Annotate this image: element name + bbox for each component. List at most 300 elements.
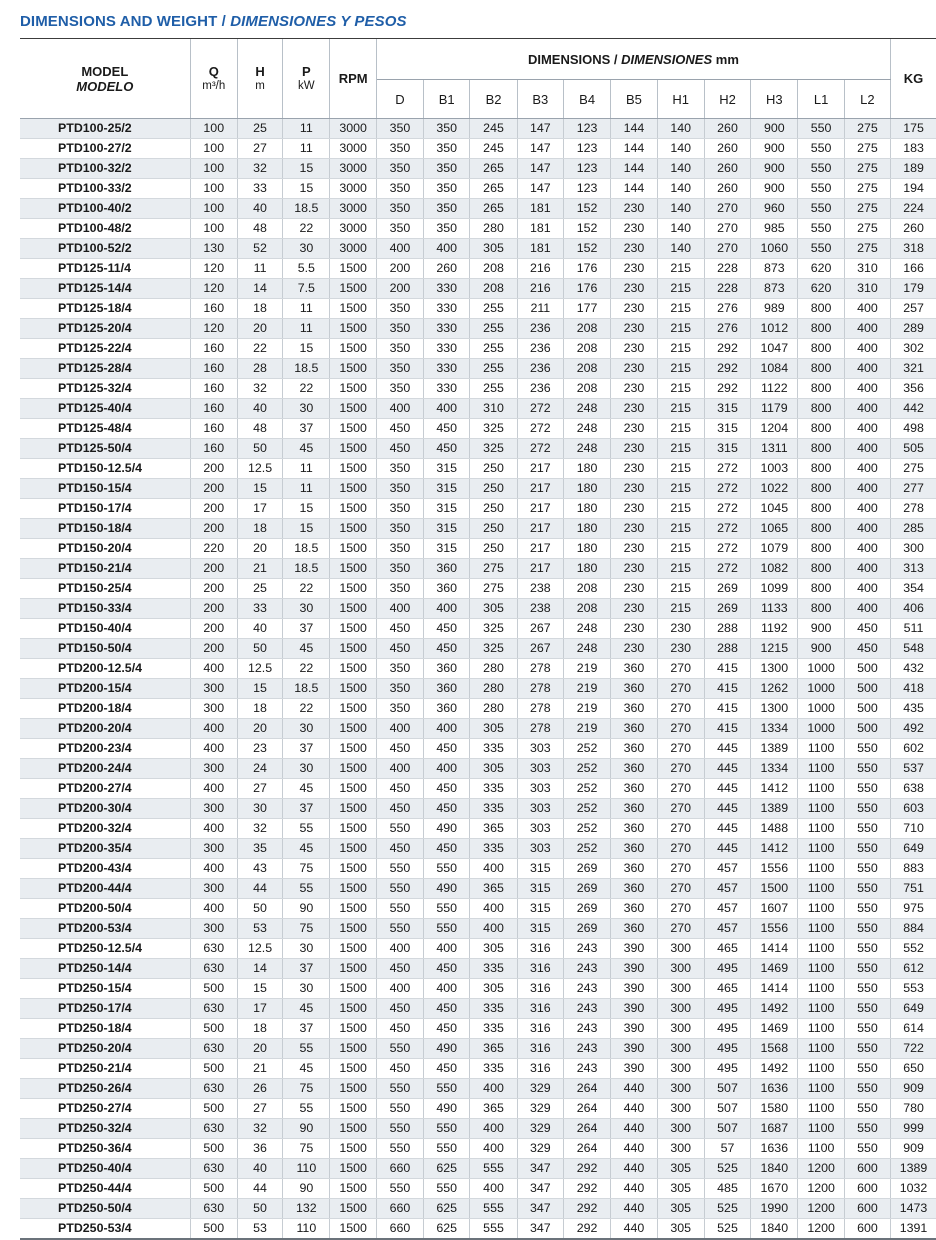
value-cell: 909	[891, 1139, 936, 1159]
value-cell: 1000	[798, 699, 844, 719]
value-cell: 360	[611, 839, 657, 859]
value-cell: 230	[611, 259, 657, 279]
value-cell: 625	[424, 1199, 470, 1219]
table-row	[20, 539, 936, 559]
value-cell: 1000	[798, 719, 844, 739]
value-cell: 440	[611, 1099, 657, 1119]
value-cell: 350	[376, 379, 423, 399]
table-row	[20, 779, 936, 799]
value-cell: 267	[517, 639, 563, 659]
h-header	[237, 39, 282, 119]
value-cell: 1500	[330, 1179, 376, 1199]
value-cell: 550	[798, 199, 844, 219]
value-cell: 315	[424, 479, 470, 499]
title-separator: /	[217, 13, 231, 30]
value-cell: 315	[424, 459, 470, 479]
value-cell: 1469	[751, 959, 798, 979]
value-cell: 400	[376, 599, 423, 619]
value-cell: 255	[470, 339, 517, 359]
value-cell: 1065	[751, 519, 798, 539]
value-cell: 243	[563, 979, 610, 999]
value-cell: 625	[424, 1159, 470, 1179]
value-cell: 275	[844, 219, 890, 239]
value-cell: 292	[704, 359, 750, 379]
table-row	[20, 559, 936, 579]
value-cell: 1500	[330, 779, 376, 799]
model-cell: PTD200-53/4	[20, 919, 190, 939]
value-cell: 550	[424, 1179, 470, 1199]
value-cell: 800	[798, 579, 844, 599]
value-cell: 1389	[891, 1159, 936, 1179]
value-cell: 550	[376, 899, 423, 919]
value-cell: 511	[891, 619, 936, 639]
value-cell: 270	[657, 919, 704, 939]
value-cell: 354	[891, 579, 936, 599]
value-cell: 350	[376, 539, 423, 559]
value-cell: 330	[424, 359, 470, 379]
table-row	[20, 579, 936, 599]
value-cell: 1100	[798, 919, 844, 939]
dim-header-b3: B3	[517, 80, 563, 119]
value-cell: 216	[517, 279, 563, 299]
value-cell: 270	[657, 739, 704, 759]
value-cell: 20	[237, 319, 282, 339]
value-cell: 176	[563, 259, 610, 279]
value-cell: 550	[844, 799, 890, 819]
value-cell: 230	[611, 339, 657, 359]
value-cell: 18.5	[283, 679, 330, 699]
model-cell: PTD125-50/4	[20, 439, 190, 459]
table-row	[20, 1119, 936, 1139]
value-cell: 989	[751, 299, 798, 319]
value-cell: 267	[517, 619, 563, 639]
value-cell: 525	[704, 1159, 750, 1179]
value-cell: 277	[891, 479, 936, 499]
value-cell: 215	[657, 259, 704, 279]
value-cell: 211	[517, 299, 563, 319]
value-cell: 660	[376, 1199, 423, 1219]
value-cell: 335	[470, 959, 517, 979]
value-cell: 219	[563, 699, 610, 719]
value-cell: 350	[424, 179, 470, 199]
table-row	[20, 859, 936, 879]
value-cell: 500	[190, 1179, 237, 1199]
value-cell: 550	[798, 239, 844, 259]
value-cell: 275	[470, 579, 517, 599]
value-cell: 550	[844, 979, 890, 999]
value-cell: 800	[798, 599, 844, 619]
value-cell: 55	[283, 819, 330, 839]
value-cell: 32	[237, 1119, 282, 1139]
model-cell: PTD125-22/4	[20, 339, 190, 359]
value-cell: 550	[844, 759, 890, 779]
table-row	[20, 659, 936, 679]
value-cell: 400	[844, 479, 890, 499]
value-cell: 537	[891, 759, 936, 779]
value-cell: 450	[376, 799, 423, 819]
value-cell: 230	[611, 399, 657, 419]
value-cell: 100	[190, 159, 237, 179]
value-cell: 550	[424, 899, 470, 919]
value-cell: 217	[517, 559, 563, 579]
value-cell: 255	[470, 359, 517, 379]
value-cell: 100	[190, 119, 237, 139]
model-cell: PTD150-33/4	[20, 599, 190, 619]
model-cell: PTD200-12.5/4	[20, 659, 190, 679]
value-cell: 620	[798, 259, 844, 279]
value-cell: 11	[237, 259, 282, 279]
dim-header-d: D	[376, 80, 423, 119]
value-cell: 1414	[751, 979, 798, 999]
value-cell: 215	[657, 399, 704, 419]
value-cell: 1032	[891, 1179, 936, 1199]
value-cell: 316	[517, 1019, 563, 1039]
value-cell: 248	[563, 639, 610, 659]
value-cell: 550	[844, 1019, 890, 1039]
value-cell: 450	[424, 779, 470, 799]
value-cell: 230	[657, 619, 704, 639]
value-cell: 329	[517, 1099, 563, 1119]
value-cell: 325	[470, 639, 517, 659]
table-row	[20, 619, 936, 639]
value-cell: 270	[704, 239, 750, 259]
value-cell: 498	[891, 419, 936, 439]
value-cell: 1500	[330, 279, 376, 299]
value-cell: 288	[704, 639, 750, 659]
value-cell: 17	[237, 499, 282, 519]
value-cell: 30	[283, 759, 330, 779]
value-cell: 550	[424, 1079, 470, 1099]
value-cell: 450	[376, 959, 423, 979]
value-cell: 27	[237, 779, 282, 799]
value-cell: 1500	[330, 499, 376, 519]
value-cell: 330	[424, 379, 470, 399]
value-cell: 1500	[330, 379, 376, 399]
value-cell: 300	[657, 959, 704, 979]
value-cell: 300	[657, 1139, 704, 1159]
value-cell: 415	[704, 699, 750, 719]
value-cell: 400	[190, 719, 237, 739]
value-cell: 350	[376, 179, 423, 199]
value-cell: 550	[424, 1139, 470, 1159]
value-cell: 276	[704, 299, 750, 319]
value-cell: 15	[283, 179, 330, 199]
value-cell: 123	[563, 179, 610, 199]
value-cell: 305	[470, 759, 517, 779]
model-cell: PTD250-50/4	[20, 1199, 190, 1219]
value-cell: 900	[751, 179, 798, 199]
value-cell: 315	[517, 899, 563, 919]
value-cell: 400	[844, 519, 890, 539]
value-cell: 360	[611, 799, 657, 819]
value-cell: 37	[283, 959, 330, 979]
value-cell: 550	[844, 899, 890, 919]
value-cell: 800	[798, 459, 844, 479]
value-cell: 230	[611, 499, 657, 519]
value-cell: 215	[657, 579, 704, 599]
value-cell: 123	[563, 139, 610, 159]
value-cell: 1389	[751, 739, 798, 759]
value-cell: 3000	[330, 159, 376, 179]
value-cell: 1473	[891, 1199, 936, 1219]
value-cell: 11	[283, 459, 330, 479]
value-cell: 200	[190, 479, 237, 499]
value-cell: 495	[704, 1019, 750, 1039]
value-cell: 315	[517, 919, 563, 939]
value-cell: 1200	[798, 1219, 844, 1240]
value-cell: 270	[704, 199, 750, 219]
value-cell: 1000	[798, 659, 844, 679]
model-cell: PTD125-14/4	[20, 279, 190, 299]
value-cell: 347	[517, 1179, 563, 1199]
model-cell: PTD200-35/4	[20, 839, 190, 859]
value-cell: 315	[424, 539, 470, 559]
value-cell: 1133	[751, 599, 798, 619]
value-cell: 350	[376, 319, 423, 339]
model-cell: PTD125-48/4	[20, 419, 190, 439]
value-cell: 418	[891, 679, 936, 699]
model-header-es: MODELO	[76, 78, 134, 94]
value-cell: 1100	[798, 1059, 844, 1079]
value-cell: 45	[283, 839, 330, 859]
value-cell: 208	[563, 379, 610, 399]
value-cell: 215	[657, 499, 704, 519]
value-cell: 555	[470, 1159, 517, 1179]
value-cell: 200	[190, 599, 237, 619]
value-cell: 390	[611, 999, 657, 1019]
value-cell: 303	[517, 819, 563, 839]
value-cell: 30	[237, 799, 282, 819]
value-cell: 40	[237, 1159, 282, 1179]
value-cell: 360	[424, 559, 470, 579]
value-cell: 18.5	[283, 539, 330, 559]
value-cell: 180	[563, 499, 610, 519]
value-cell: 275	[844, 179, 890, 199]
value-cell: 329	[517, 1119, 563, 1139]
value-cell: 400	[844, 399, 890, 419]
value-cell: 264	[563, 1119, 610, 1139]
value-cell: 1500	[330, 479, 376, 499]
value-cell: 495	[704, 1039, 750, 1059]
value-cell: 550	[844, 819, 890, 839]
value-cell: 1500	[330, 579, 376, 599]
value-cell: 350	[424, 159, 470, 179]
value-cell: 1389	[751, 799, 798, 819]
value-cell: 555	[470, 1199, 517, 1219]
value-cell: 272	[517, 399, 563, 419]
value-cell: 3000	[330, 179, 376, 199]
value-cell: 30	[283, 399, 330, 419]
table-row	[20, 159, 936, 179]
value-cell: 200	[190, 559, 237, 579]
value-cell: 450	[376, 1059, 423, 1079]
value-cell: 140	[657, 159, 704, 179]
value-cell: 44	[237, 879, 282, 899]
value-cell: 316	[517, 1039, 563, 1059]
value-cell: 236	[517, 359, 563, 379]
value-cell: 552	[891, 939, 936, 959]
table-row	[20, 999, 936, 1019]
value-cell: 400	[470, 1179, 517, 1199]
value-cell: 22	[283, 659, 330, 679]
value-cell: 230	[611, 639, 657, 659]
value-cell: 30	[283, 599, 330, 619]
value-cell: 350	[376, 219, 423, 239]
value-cell: 1500	[751, 879, 798, 899]
value-cell: 305	[470, 979, 517, 999]
model-cell: PTD250-53/4	[20, 1219, 190, 1240]
value-cell: 550	[376, 1099, 423, 1119]
value-cell: 272	[517, 419, 563, 439]
value-cell: 3000	[330, 219, 376, 239]
value-cell: 400	[844, 539, 890, 559]
value-cell: 450	[424, 799, 470, 819]
value-cell: 140	[657, 219, 704, 239]
value-cell: 176	[563, 279, 610, 299]
model-cell: PTD250-20/4	[20, 1039, 190, 1059]
value-cell: 602	[891, 739, 936, 759]
value-cell: 303	[517, 759, 563, 779]
value-cell: 400	[424, 239, 470, 259]
value-cell: 415	[704, 679, 750, 699]
value-cell: 243	[563, 1059, 610, 1079]
value-cell: 600	[844, 1179, 890, 1199]
value-cell: 625	[424, 1219, 470, 1240]
value-cell: 15	[283, 339, 330, 359]
value-cell: 1500	[330, 699, 376, 719]
value-cell: 1500	[330, 1099, 376, 1119]
value-cell: 15	[283, 499, 330, 519]
value-cell: 1204	[751, 419, 798, 439]
value-cell: 75	[283, 1139, 330, 1159]
value-cell: 140	[657, 119, 704, 139]
value-cell: 485	[704, 1179, 750, 1199]
value-cell: 550	[376, 879, 423, 899]
value-cell: 50	[237, 639, 282, 659]
value-cell: 350	[376, 499, 423, 519]
value-cell: 269	[563, 879, 610, 899]
dim-header-h3: H3	[751, 80, 798, 119]
value-cell: 48	[237, 219, 282, 239]
value-cell: 1636	[751, 1139, 798, 1159]
value-cell: 999	[891, 1119, 936, 1139]
table-row	[20, 799, 936, 819]
value-cell: 335	[470, 739, 517, 759]
value-cell: 350	[376, 159, 423, 179]
value-cell: 500	[190, 1099, 237, 1119]
value-cell: 1500	[330, 659, 376, 679]
value-cell: 1492	[751, 999, 798, 1019]
value-cell: 330	[424, 279, 470, 299]
value-cell: 550	[798, 159, 844, 179]
value-cell: 360	[424, 579, 470, 599]
value-cell: 215	[657, 599, 704, 619]
table-row	[20, 139, 936, 159]
value-cell: 500	[190, 1019, 237, 1039]
value-cell: 11	[283, 119, 330, 139]
table-row	[20, 239, 936, 259]
value-cell: 250	[470, 459, 517, 479]
value-cell: 30	[283, 719, 330, 739]
value-cell: 55	[283, 879, 330, 899]
value-cell: 208	[563, 579, 610, 599]
table-row	[20, 359, 936, 379]
value-cell: 710	[891, 819, 936, 839]
value-cell: 15	[237, 679, 282, 699]
value-cell: 400	[424, 939, 470, 959]
value-cell: 305	[470, 939, 517, 959]
value-cell: 1840	[751, 1219, 798, 1240]
value-cell: 252	[563, 759, 610, 779]
value-cell: 400	[844, 339, 890, 359]
value-cell: 614	[891, 1019, 936, 1039]
model-cell: PTD250-26/4	[20, 1079, 190, 1099]
value-cell: 1060	[751, 239, 798, 259]
value-cell: 272	[704, 559, 750, 579]
table-row	[20, 1199, 936, 1219]
value-cell: 269	[563, 919, 610, 939]
value-cell: 215	[657, 359, 704, 379]
value-cell: 550	[844, 859, 890, 879]
model-header	[20, 39, 190, 119]
value-cell: 300	[891, 539, 936, 559]
value-cell: 272	[517, 439, 563, 459]
value-cell: 215	[657, 279, 704, 299]
value-cell: 500	[844, 699, 890, 719]
value-cell: 406	[891, 599, 936, 619]
value-cell: 495	[704, 999, 750, 1019]
value-cell: 400	[844, 579, 890, 599]
value-cell: 400	[376, 939, 423, 959]
value-cell: 200	[190, 519, 237, 539]
value-cell: 1012	[751, 319, 798, 339]
value-cell: 360	[424, 679, 470, 699]
value-cell: 45	[283, 779, 330, 799]
value-cell: 12.5	[237, 659, 282, 679]
rpm-header: RPM	[330, 39, 376, 119]
value-cell: 325	[470, 439, 517, 459]
value-cell: 144	[611, 179, 657, 199]
value-cell: 553	[891, 979, 936, 999]
value-cell: 260	[891, 219, 936, 239]
value-cell: 400	[376, 979, 423, 999]
value-cell: 315	[517, 879, 563, 899]
value-cell: 350	[376, 579, 423, 599]
value-cell: 600	[844, 1199, 890, 1219]
value-cell: 450	[844, 619, 890, 639]
value-cell: 45	[283, 1059, 330, 1079]
value-cell: 457	[704, 859, 750, 879]
value-cell: 350	[424, 219, 470, 239]
value-cell: 360	[424, 699, 470, 719]
value-cell: 55	[283, 1099, 330, 1119]
value-cell: 3000	[330, 119, 376, 139]
value-cell: 310	[844, 279, 890, 299]
value-cell: 22	[283, 219, 330, 239]
value-cell: 550	[844, 939, 890, 959]
value-cell: 230	[611, 319, 657, 339]
value-cell: 33	[237, 599, 282, 619]
value-cell: 1500	[330, 1219, 376, 1240]
value-cell: 11	[283, 299, 330, 319]
value-cell: 166	[891, 259, 936, 279]
value-cell: 208	[563, 599, 610, 619]
value-cell: 490	[424, 1039, 470, 1059]
value-cell: 350	[376, 659, 423, 679]
value-cell: 450	[424, 419, 470, 439]
value-cell: 230	[611, 199, 657, 219]
value-cell: 450	[376, 439, 423, 459]
